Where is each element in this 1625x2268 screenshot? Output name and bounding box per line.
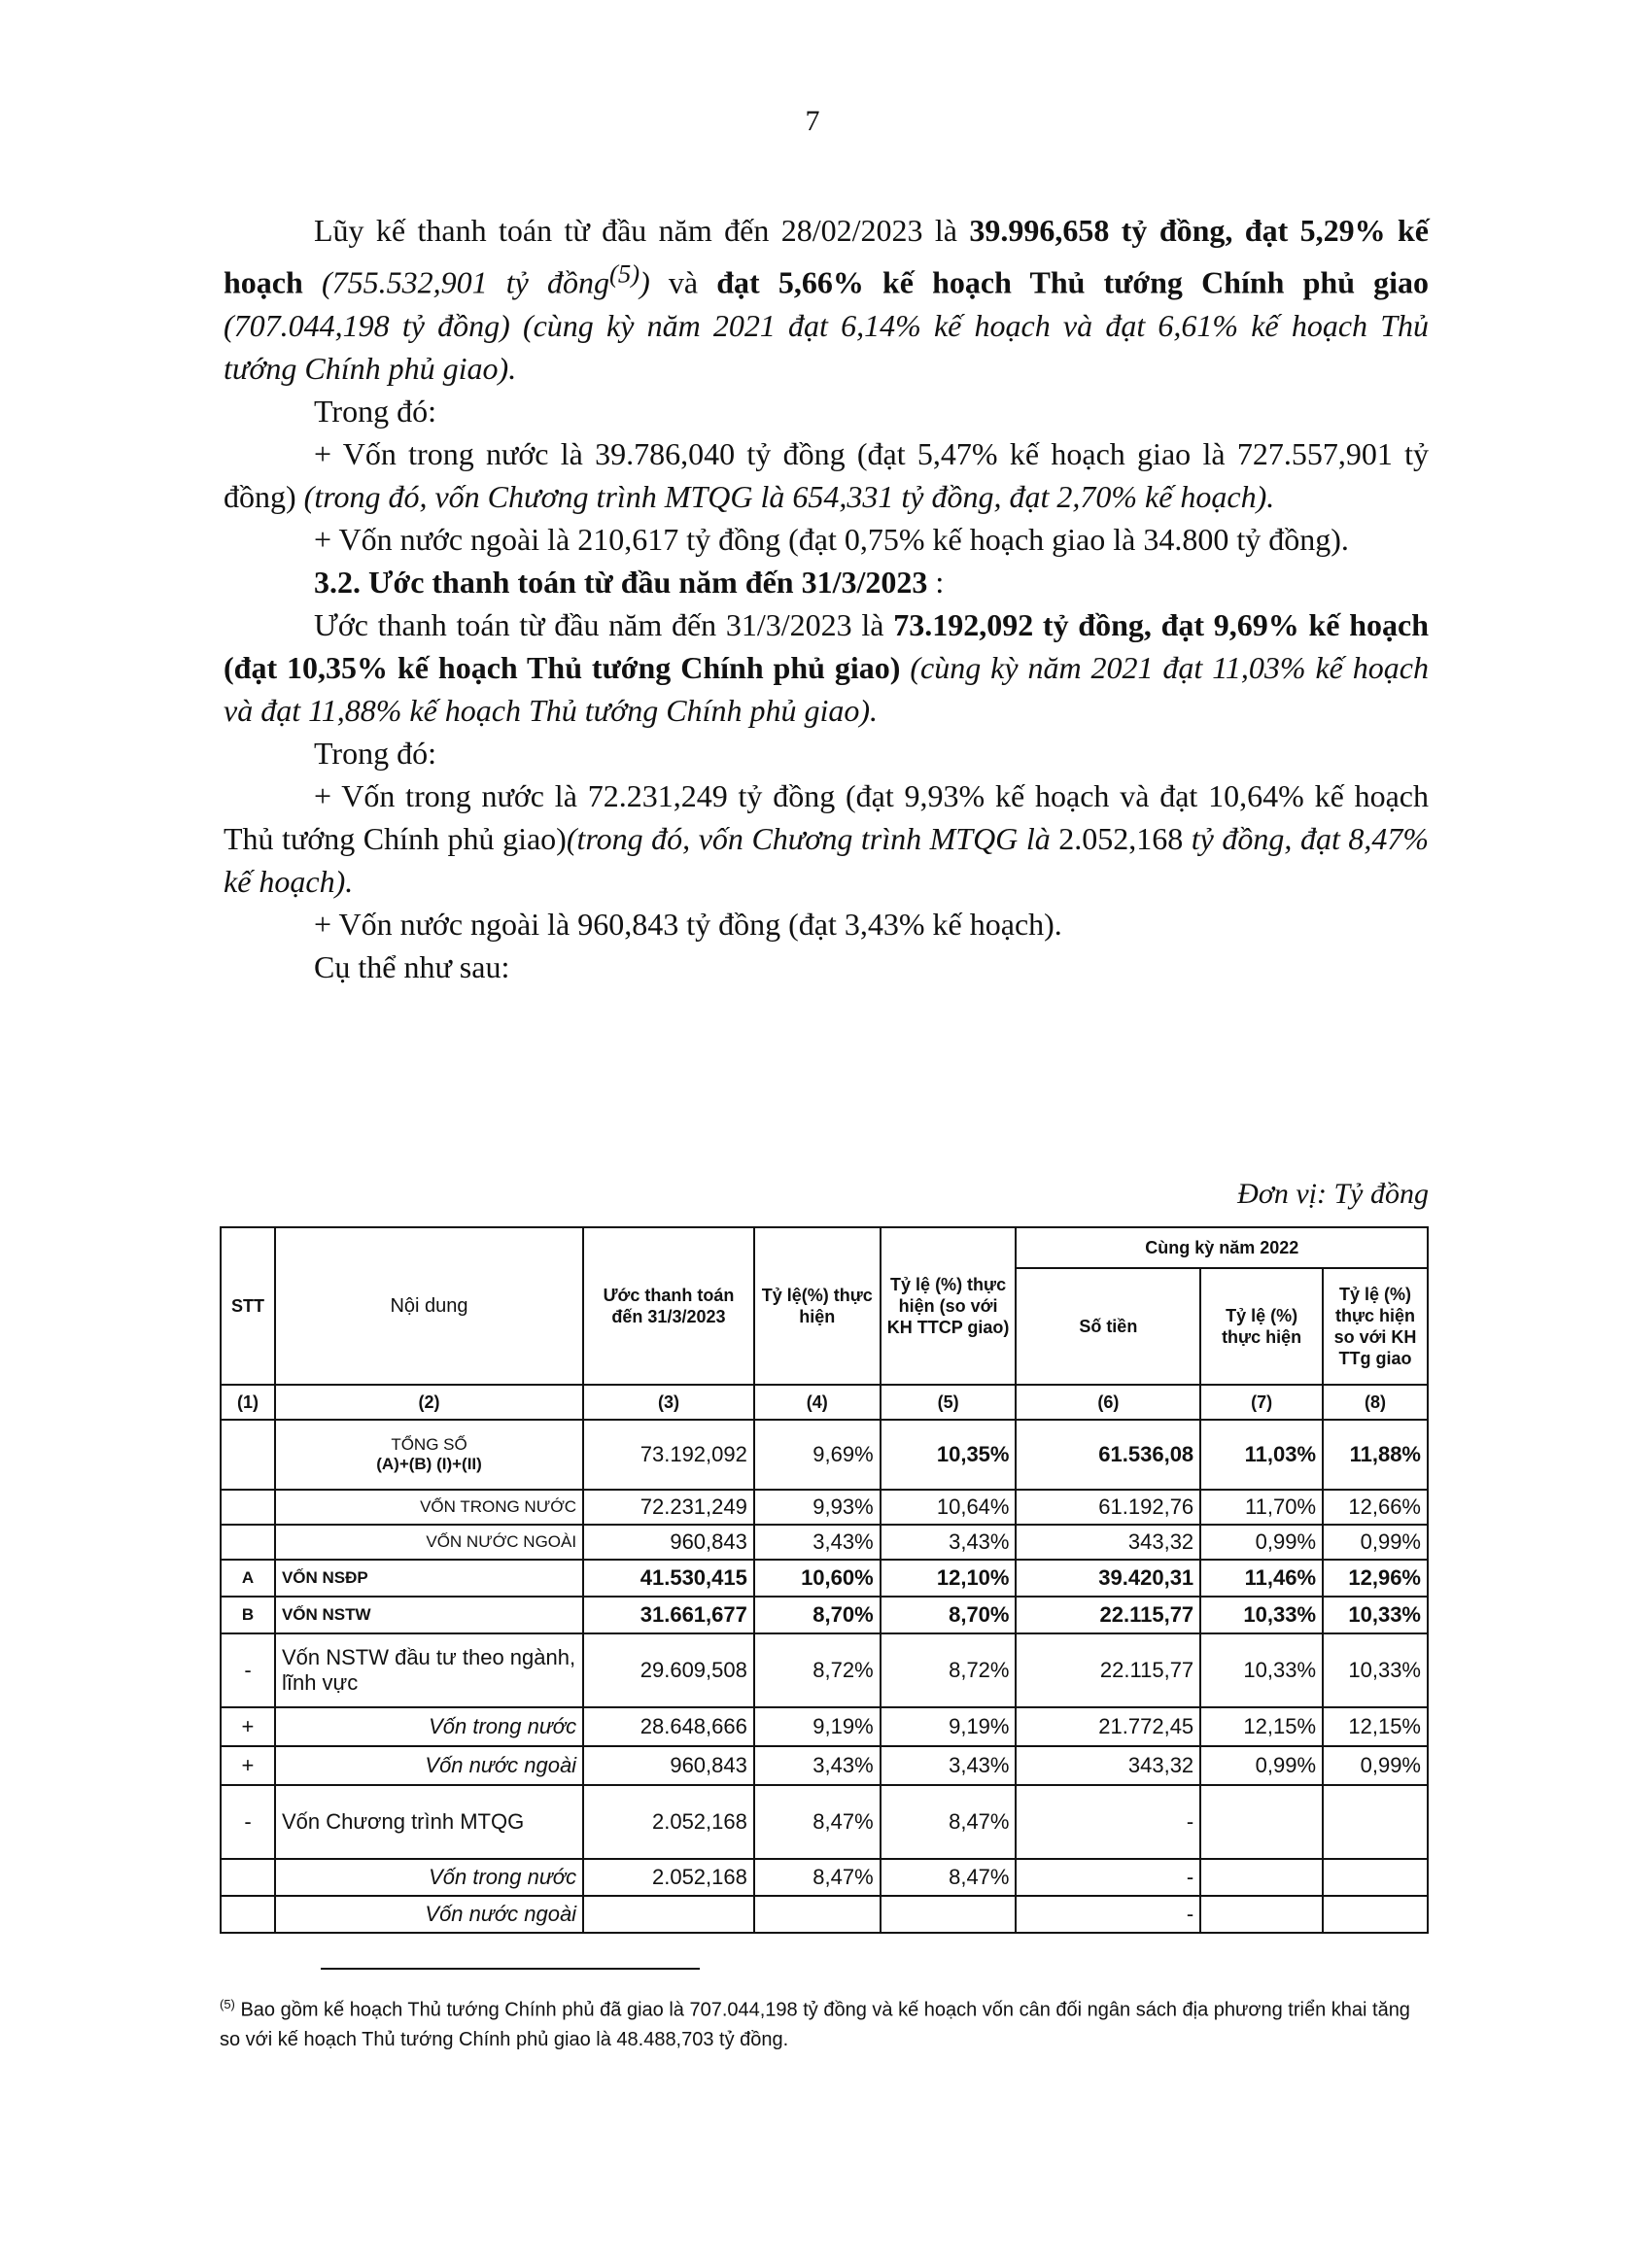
- cell-rate: 8,47%: [754, 1859, 881, 1896]
- paragraph-estimated-payment: Ước thanh toán từ đầu năm đến 31/3/2023 là 73.192,092 tỷ đồng, đạt 9,69% kế hoạch (đạt 10,35% kế hoạch Thủ tướng Chính phủ giao) (cùng kỳ năm 2021 đạt 11,03% kế hoạch và đạt 11,88% kế hoạch Thủ tướng Chính phủ giao).: [224, 606, 1430, 728]
- cell-stt: +: [221, 1746, 275, 1785]
- cell-rate: 3,43%: [754, 1746, 881, 1785]
- cell-stt: +: [221, 1707, 275, 1746]
- cell-stt: A: [221, 1560, 275, 1597]
- cell-rate-plan-2022: 12,15%: [1323, 1707, 1428, 1746]
- table-row-mtqg: [221, 1785, 1428, 1859]
- cell-rate: 10,60%: [754, 1560, 881, 1597]
- cell-stt: -: [221, 1785, 275, 1859]
- cell-label: VỐN NƯỚC NGOÀI: [275, 1525, 583, 1560]
- table-row-local-budget: [221, 1560, 1428, 1597]
- cell-rate-2022: 11,70%: [1200, 1490, 1323, 1525]
- cell-label: Vốn trong nước: [275, 1707, 583, 1746]
- table-index-row: [221, 1385, 1428, 1420]
- trong-do-label-2: Trong đó:: [314, 735, 436, 771]
- header-rate: Tỷ lệ(%) thực hiện: [754, 1227, 881, 1385]
- cell-rate-2022: [1200, 1859, 1323, 1896]
- cell-rate-2022: 10,33%: [1200, 1597, 1323, 1633]
- cell-amount: -: [1016, 1859, 1200, 1896]
- index-cell: (6): [1016, 1385, 1200, 1420]
- details-intro: Cụ thể như sau:: [314, 948, 510, 984]
- header-rate-plan: Tỷ lệ (%) thực hiện (so với KH TTCP giao): [881, 1227, 1017, 1385]
- table-row-mtqg-foreign: [221, 1896, 1428, 1933]
- cell-stt: [221, 1525, 275, 1560]
- cell-rate-plan-2022: 0,99%: [1323, 1525, 1428, 1560]
- table-row-foreign: [221, 1525, 1428, 1560]
- cell-rate-plan-2022: 12,66%: [1323, 1490, 1428, 1525]
- cell-label: Vốn Chương trình MTQG: [275, 1785, 583, 1859]
- section-heading-3-2: 3.2. Ước thanh toán từ đầu năm đến 31/3/2023 :: [314, 564, 945, 600]
- cell-estimate: 960,843: [583, 1746, 754, 1785]
- cell-amount: 39.420,31: [1016, 1560, 1200, 1597]
- cell-rate-2022: 0,99%: [1200, 1525, 1323, 1560]
- payment-table: [220, 1226, 1429, 1934]
- table-row-mtqg-domestic: [221, 1859, 1428, 1896]
- cell-rate: 3,43%: [754, 1525, 881, 1560]
- cell-stt: B: [221, 1597, 275, 1633]
- cell-stt: [221, 1896, 275, 1933]
- paragraph-foreign-capital-2: + Vốn nước ngoài là 960,843 tỷ đồng (đạt 3,43% kế hoạch).: [314, 906, 1062, 942]
- cell-rate-plan-2022: [1323, 1859, 1428, 1896]
- cell-amount: 22.115,77: [1016, 1633, 1200, 1707]
- table-row-sector: [221, 1633, 1428, 1707]
- cell-rate-plan-2022: 10,33%: [1323, 1597, 1428, 1633]
- cell-estimate: 73.192,092: [583, 1420, 754, 1490]
- cell-rate-plan: 10,64%: [881, 1490, 1017, 1525]
- cell-rate: 9,19%: [754, 1707, 881, 1746]
- cell-rate-plan: [881, 1896, 1017, 1933]
- cell-rate-2022: [1200, 1785, 1323, 1859]
- cell-rate-plan-2022: 11,88%: [1323, 1420, 1428, 1490]
- cell-rate-2022: 0,99%: [1200, 1746, 1323, 1785]
- cell-label: VỐN NSĐP: [275, 1560, 583, 1597]
- cell-rate-2022: [1200, 1896, 1323, 1933]
- cell-estimate: 2.052,168: [583, 1859, 754, 1896]
- cell-rate-plan-2022: 12,96%: [1323, 1560, 1428, 1597]
- cell-rate-plan-2022: [1323, 1785, 1428, 1859]
- cell-label: Vốn trong nước: [275, 1859, 583, 1896]
- cell-amount: -: [1016, 1785, 1200, 1859]
- cell-label: Vốn NSTW đầu tư theo ngành, lĩnh vực: [275, 1633, 583, 1707]
- cell-amount: 61.536,08: [1016, 1420, 1200, 1490]
- cell-amount: 21.772,45: [1016, 1707, 1200, 1746]
- cell-estimate: 31.661,677: [583, 1597, 754, 1633]
- header-estimate: Ước thanh toán đến 31/3/2023: [583, 1227, 754, 1385]
- header-same-period: Cùng kỳ năm 2022: [1016, 1227, 1428, 1268]
- cell-label: Vốn nước ngoài: [275, 1896, 583, 1933]
- cell-amount: 61.192,76: [1016, 1490, 1200, 1525]
- body-text-upper: [224, 209, 1429, 988]
- index-cell: (8): [1323, 1385, 1428, 1420]
- cell-rate-2022: 12,15%: [1200, 1707, 1323, 1746]
- cell-estimate: 41.530,415: [583, 1560, 754, 1597]
- cell-stt: [221, 1490, 275, 1525]
- index-cell: (4): [754, 1385, 881, 1420]
- table-row-central-budget: [221, 1597, 1428, 1633]
- table-row-total: [221, 1420, 1428, 1490]
- cell-stt: -: [221, 1633, 275, 1707]
- paragraph-domestic-capital-2: + Vốn trong nước là 72.231,249 tỷ đồng (đạt 9,93% kế hoạch và đạt 10,64% kế hoạch Thủ tướng Chính phủ giao)(trong đó, vốn Chương trình MTQG là 2.052,168 tỷ đồng, đạt 8,47% kế hoạch).: [224, 777, 1430, 899]
- cell-rate-plan-2022: 0,99%: [1323, 1746, 1428, 1785]
- paragraph-foreign-capital: + Vốn nước ngoài là 210,617 tỷ đồng (đạt 0,75% kế hoạch giao là 34.800 tỷ đồng).: [314, 521, 1349, 557]
- header-rate-2022: Tỷ lệ (%) thực hiện: [1200, 1268, 1323, 1385]
- cell-rate-plan: 3,43%: [881, 1525, 1017, 1560]
- cell-label: Vốn nước ngoài: [275, 1746, 583, 1785]
- cell-rate: 9,69%: [754, 1420, 881, 1490]
- cell-stt: [221, 1859, 275, 1896]
- cell-rate-plan: 8,70%: [881, 1597, 1017, 1633]
- footnote: [220, 1990, 1431, 2054]
- header-amount: Số tiền: [1016, 1268, 1200, 1385]
- header-content: Nội dung: [275, 1227, 583, 1385]
- index-cell: (5): [881, 1385, 1017, 1420]
- cell-rate-plan: 8,47%: [881, 1785, 1017, 1859]
- table-row-domestic: [221, 1490, 1428, 1525]
- table-header-row: [221, 1227, 1428, 1268]
- index-cell: (1): [221, 1385, 275, 1420]
- page-number: 7: [805, 105, 820, 137]
- cell-label: VỐN NSTW: [275, 1597, 583, 1633]
- cell-rate: 8,47%: [754, 1785, 881, 1859]
- cell-rate: 9,93%: [754, 1490, 881, 1525]
- cell-rate-2022: 11,03%: [1200, 1420, 1323, 1490]
- cell-amount: 22.115,77: [1016, 1597, 1200, 1633]
- cell-rate-plan-2022: [1323, 1896, 1428, 1933]
- cell-amount: 343,32: [1016, 1746, 1200, 1785]
- cell-rate-2022: 11,46%: [1200, 1560, 1323, 1597]
- footnote-text: Bao gồm kế hoạch Thủ tướng Chính phủ đã giao là 707.044,198 tỷ đồng và kế hoạch vốn cân đối ngân sách địa phương triển khai tăng so với kế hoạch Thủ tướng Chính phủ giao là 48.488,703 tỷ đồng.: [220, 1999, 1410, 2050]
- cell-estimate: 29.609,508: [583, 1633, 754, 1707]
- cell-rate-plan: 3,43%: [881, 1746, 1017, 1785]
- cell-rate-plan: 12,10%: [881, 1560, 1017, 1597]
- cell-rate-plan: 8,47%: [881, 1859, 1017, 1896]
- cell-stt: [221, 1420, 275, 1490]
- header-rate-plan-2022: Tỷ lệ (%) thực hiện so với KH TTg giao: [1323, 1268, 1428, 1385]
- trong-do-label: Trong đó:: [314, 393, 436, 429]
- header-stt: STT: [221, 1227, 275, 1385]
- footnote-mark: (5): [220, 1997, 235, 2011]
- cell-label: VỐN TRONG NƯỚC: [275, 1490, 583, 1525]
- footnote-divider: [321, 1968, 700, 1970]
- cell-estimate: 960,843: [583, 1525, 754, 1560]
- paragraph-cumulative-payment: Lũy kế thanh toán từ đầu năm đến 28/02/2023 là 39.996,658 tỷ đồng, đạt 5,29% kế hoạch (755.532,901 tỷ đồng$^{(5)}$) và đạt 5,66% kế hoạch Thủ tướng Chính phủ giao (707.044,198 tỷ đồng) (cùng kỳ năm 2021 đạt 6,14% kế hoạch và đạt 6,61% kế hoạch Thủ tướng Chính phủ giao).: [224, 213, 1430, 386]
- cell-rate: [754, 1896, 881, 1933]
- cell-amount: -: [1016, 1896, 1200, 1933]
- unit-label: Đơn vị: Tỷ đồng: [1237, 1178, 1429, 1210]
- cell-rate-plan: 9,19%: [881, 1707, 1017, 1746]
- cell-rate-2022: 10,33%: [1200, 1633, 1323, 1707]
- cell-rate: 8,70%: [754, 1597, 881, 1633]
- cell-rate-plan: 10,35%: [881, 1420, 1017, 1490]
- index-cell: (7): [1200, 1385, 1323, 1420]
- cell-amount: 343,32: [1016, 1525, 1200, 1560]
- table-row-sector-foreign: [221, 1746, 1428, 1785]
- cell-estimate: 28.648,666: [583, 1707, 754, 1746]
- table-row-sector-domestic: [221, 1707, 1428, 1746]
- cell-label: TỔNG SỐ (A)+(B) (I)+(II): [275, 1420, 583, 1490]
- index-cell: (2): [275, 1385, 583, 1420]
- cell-rate: 8,72%: [754, 1633, 881, 1707]
- cell-estimate: 72.231,249: [583, 1490, 754, 1525]
- cell-rate-plan: 8,72%: [881, 1633, 1017, 1707]
- cell-estimate: 2.052,168: [583, 1785, 754, 1859]
- cell-rate-plan-2022: 10,33%: [1323, 1633, 1428, 1707]
- cell-estimate: [583, 1896, 754, 1933]
- index-cell: (3): [583, 1385, 754, 1420]
- paragraph-domestic-capital: + Vốn trong nước là 39.786,040 tỷ đồng (đạt 5,47% kế hoạch giao là 727.557,901 tỷ đồng) (trong đó, vốn Chương trình MTQG là 654,331 tỷ đồng, đạt 2,70% kế hoạch).: [224, 435, 1429, 514]
